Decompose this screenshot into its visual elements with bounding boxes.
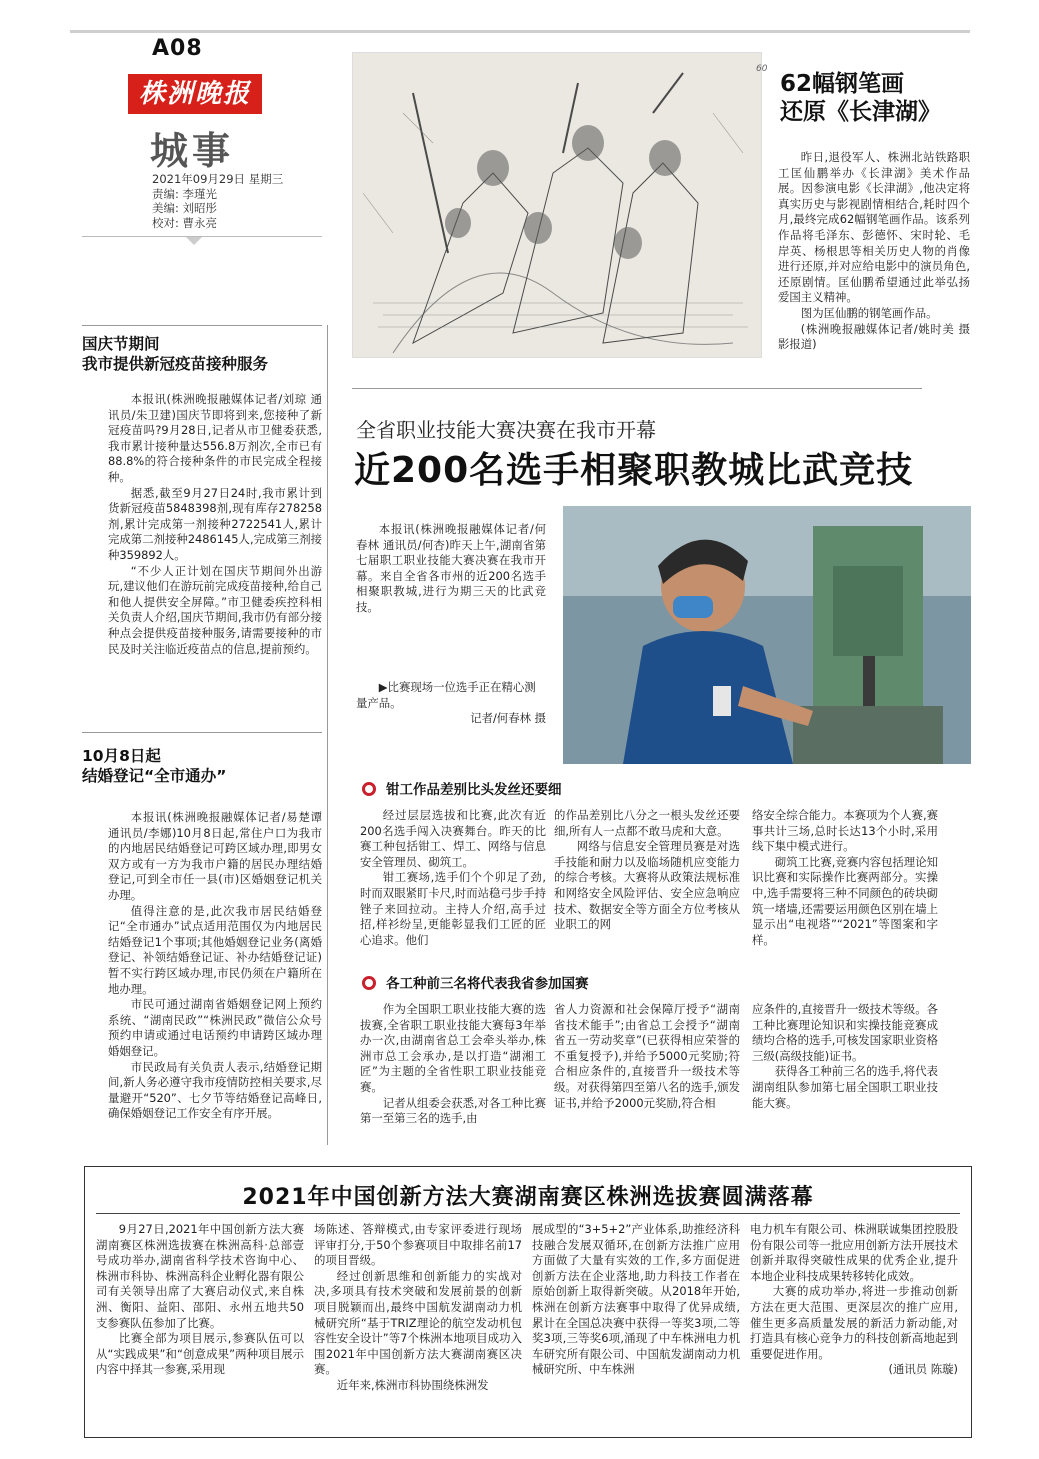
pen-drawing-image: [352, 52, 762, 358]
feature-paragraph: 昨日,退役军人、株洲北站铁路职工匡仙鹏举办《长津湖》美术作品展。因参演电影《长津湖》,他决定将真实历史与影视剧情相结合,耗时四个月,最终完成62幅钢笔画作品。该系列作品将毛泽东、彭德怀、宋时轮、毛岸英、杨根思等相关历史人物的肖像进行还原,并对应给电影中的演员角色,还原剧情。匡仙鹏希望通过此举弘扬爱国主义精神。: [778, 150, 970, 305]
innovation-col3: [532, 1222, 740, 1378]
editor-line: 责编: 李瑾光: [152, 186, 218, 201]
contest-kicker: 全省职业技能大赛决赛在我市开幕: [356, 418, 656, 442]
top-rule: [70, 30, 970, 33]
proofreader-line: 校对: 曹永亮: [152, 215, 218, 230]
innovation-paragraph: 比赛全部为项目展示,参赛队伍可以从“实践成果”和“创意成果”两种项目展示内容中择其一参赛,采用现: [96, 1331, 304, 1377]
masthead-caret: [186, 237, 202, 245]
innovation-paragraph: 近年来,株洲市科协围绕株洲发: [336, 1377, 489, 1392]
contest-paragraph: 获得各工种前三名的选手,将代表湖南组队参加第七届全国职工职业技能大赛。: [752, 1064, 938, 1110]
contest-paragraph: 络安全综合能力。本赛项为个人赛,赛事共计三场,总时长达13个小时,采用线下集中模式进行。: [752, 808, 938, 854]
contest-paragraph: 应条件的,直接晋升一级技术等级。各工种比赛理论知识和实操技能竞赛成绩均合格的选手,可核发国家职业资格三级(高级技能)证书。: [752, 1002, 938, 1063]
column-divider: [327, 325, 328, 1145]
vaccine-body: [108, 392, 322, 657]
section-title: 城事: [150, 128, 235, 173]
masthead-divider: [82, 236, 322, 237]
innovation-paragraph: 大赛的成功举办,将进一步推动创新方法在更大范围、更深层次的推广应用,催生更多高质量发展的新活力新动能,对打造具有核心竞争力的科技创新高地起到重要促进作用。: [750, 1284, 958, 1361]
contest-subhead-2-text: 各工种前三名将代表我省参加国赛: [386, 976, 589, 992]
contest-sub1-col3: [752, 808, 938, 948]
innovation-paragraph: 经过创新思维和创新能力的实战对决,多项具有技术突破和发展前景的创新项目脱颖而出,最终中国航发湖南动力机械研究所“基于TRIZ理论的航空发动机包容性安全设计”等7个株洲本地项目成功入围2021年中国创新方法大赛湖南赛区决赛。: [314, 1268, 522, 1377]
feature-caption: 图为匡仙鹏的钢笔画作品。: [800, 305, 938, 320]
feature-headline: [780, 70, 941, 126]
contest-paragraph: 作为全国职工职业技能大赛的选拔赛,全省职工职业技能大赛每3年举办一次,由湖南省总工会牵头举办,株洲市总工会承办,是以打造“湖湘工匠”为主题的全省性职工职业技能竞赛。: [360, 1002, 546, 1094]
innovation-headline: 2021年中国创新方法大赛湖南赛区株洲选拔赛圆满落幕: [242, 1185, 814, 1210]
contest-subhead-2: [362, 972, 589, 992]
contest-paragraph: 省人力资源和社会保障厅授予“湖南省技术能手”;由省总工会授予“湖南省五一劳动奖章”(已获得相应荣誉的不重复授予),并给予5000元奖励;符合相应条件的,直接晋升一级技术等级。对获得第四至第八名的选手,颁发证书,并给予2000元奖励,符合相: [554, 1002, 740, 1110]
bullet-ring-icon: [362, 976, 376, 990]
drawing-number: 60: [756, 64, 768, 74]
vaccine-paragraph: “不少人正计划在国庆节期间外出游玩,建议他们在游玩前完成疫苗接种,给自己和他人提供安全屏障。”市卫健委疾控科相关负责人介绍,国庆节期间,我市仍有部分接种点会提供疫苗接种服务,请需要接种的市民及时关注临近疫苗点的信息,提前预约。: [108, 563, 322, 656]
masthead-meta: [152, 172, 283, 230]
innovation-col2: [314, 1222, 522, 1394]
photo-caption: [356, 680, 546, 727]
innovation-col4: [750, 1222, 958, 1378]
contest-paragraph: 砌筑工比赛,竞赛内容包括理论知识比赛和实际操作比赛两部分。实操中,选手需要将三种不同颜色的砖块砌筑一堵墙,还需要运用颜色区别在墙上显示出“电视塔”“2021”等图案和字样。: [752, 854, 938, 947]
vaccine-headline-line1: 国庆节期间: [82, 335, 160, 353]
feature-headline-line1: 62幅钢笔画: [780, 71, 905, 97]
pen-drawing-illustration: [353, 53, 762, 358]
contest-photo: [563, 506, 971, 764]
divider: [82, 325, 322, 326]
innovation-paragraph: 展成型的“3+5+2”产业体系,助推经济科技融合发展双循环,在创新方法推广应用方面做了大量有实效的工作,多方面促进创新方法在企业落地,助力科技工作者在原始创新上取得新突破。从2018年开始,株洲在创新方法赛事中取得了优异成绩,累计在全国总决赛中获得一等奖3项,二等奖3项,三等奖6项,涌现了中车株洲电力机车研究所有限公司、中国航发湖南动力机械研究所、中车株洲: [532, 1222, 740, 1377]
innovation-paragraph: 电力机车有限公司、株洲联诚集团控股股份有限公司等一批应用创新方法开展技术创新并取得突破性成果的优秀企业,提升本地企业科技成果转移转化成效。: [750, 1222, 958, 1283]
marriage-body: [108, 810, 322, 1122]
divider: [352, 388, 922, 389]
contest-subhead-1: [362, 778, 562, 798]
photo-credit: 记者/何春林 摄: [470, 711, 546, 726]
page-number: A08: [152, 36, 203, 61]
contest-paragraph: 记者从组委会获悉,对各工种比赛第一至第三名的选手,由: [360, 1095, 546, 1126]
innovation-divider: [96, 1213, 960, 1214]
bullet-ring-icon: [362, 782, 376, 796]
innovation-paragraph: 场陈述、答辩模式,由专家评委进行现场评审打分,于50个参赛项目中取排名前17的项目晋级。: [314, 1222, 522, 1268]
designer-line: 美编: 刘昭彤: [152, 201, 218, 215]
innovation-credit: (通讯员 陈璇): [888, 1362, 958, 1377]
innovation-paragraph: 9月27日,2021年中国创新方法大赛湖南赛区株洲选拔赛在株洲高科·总部壹号成功举办,湖南省科学技术咨询中心、株洲市科协、株洲高科企业孵化器有限公司有关领导出席了大赛启动仪式,来自株洲、衡阳、益阳、邵阳、永州五地共50支参赛队伍参加了比赛。: [96, 1222, 304, 1330]
feature-credit: (株洲晚报融媒体记者/姚时美 摄影报道): [778, 321, 970, 352]
contest-paragraph: 钳工赛场,选手们个个卯足了劲,时而双眼紧盯卡尺,时而站稳弓步手持锉子来回拉动。主持人介绍,高手过招,样衫纷呈,更能彰显我们工匠的匠心追求。他们: [360, 870, 546, 947]
marriage-paragraph: 值得注意的是,此次我市居民结婚登记“全市通办”试点适用范围仅为内地居民结婚登记1个事项;其他婚姻登记业务(离婚登记、补领结婚登记证、补办结婚登记证)暂不实行跨区域办理,市民仍须在户籍所在地办理。: [108, 903, 322, 996]
contest-sub2-col3: [752, 1002, 938, 1111]
vaccine-headline-line2: 我市提供新冠疫苗接种服务: [82, 355, 269, 373]
contest-lead: [356, 522, 546, 616]
contest-paragraph: 网络与信息安全管理员赛是对选手技能和耐力以及临场随机应变能力的综合考核。大赛将从政策法规标准和网络安全风险评估、安全应急响应技术、数据安全等方面全方位考核从业职工的网: [554, 839, 740, 932]
paper-logo: 株洲晚报: [128, 74, 262, 114]
contest-sub1-col1: [360, 808, 546, 948]
contest-paragraph: 的作品差别比八分之一根头发丝还要细,所有人一点都不敢马虎和大意。: [554, 808, 740, 838]
contest-paragraph: 经过层层选拔和比赛,此次有近200名选手闯入决赛舞台。昨天的比赛工种包括钳工、焊工、网络与信息安全管理员、砌筑工。: [360, 808, 546, 869]
feature-headline-line2: 还原《长津湖》: [780, 99, 941, 125]
contest-lead-paragraph: 本报讯(株洲晚报融媒体记者/何春林 通讯员/何杏)昨天上午,湖南省第七届职工职业技能大赛决赛在我市开幕。来自全省各市州的近200名选手相聚职教城,进行为期三天的比武竞技。: [356, 522, 546, 614]
divider: [82, 732, 322, 733]
marriage-paragraph: 本报讯(株洲晚报融媒体记者/易楚谭 通讯员/李娜)10月8日起,常住户口为我市的内地居民结婚登记可跨区域办理,即男女双方或有一方为我市户籍的居民办理结婚登记,可到全市任一县(市)区婚姻登记机关办理。: [108, 810, 322, 902]
vaccine-paragraph: 本报讯(株洲晚报融媒体记者/刘琼 通讯员/朱卫建)国庆节即将到来,您接种了新冠疫苗吗?9月28日,记者从市卫健委获悉,我市累计接种量达556.8万剂次,全市已有88.8%的符合接种条件的市民完成全程接种。: [108, 392, 322, 484]
date-line: 2021年09月29日 星期三: [152, 172, 284, 186]
contest-photo-illustration: [563, 506, 971, 764]
contest-subhead-1-text: 钳工作品差别比头发丝还要细: [386, 782, 562, 798]
contest-sub2-col2: [554, 1002, 740, 1111]
vaccine-paragraph: 据悉,截至9月27日24时,我市累计到货新冠疫苗5848398剂,现有库存278258剂,累计完成第一剂接种2722541人,累计完成第二剂接种2486145人,完成第三剂接种359892人。: [108, 485, 322, 562]
marriage-paragraph: 市民政局有关负责人表示,结婚登记期间,新人务必遵守我市疫情防控相关要求,尽量避开“520”、七夕节等结婚登记高峰日,确保婚姻登记工作安全有序开展。: [108, 1059, 322, 1121]
marriage-paragraph: 市民可通过湖南省婚姻登记网上预约系统、“湖南民政”“株洲民政”微信公众号预约申请或通过电话预约申请跨区域办理婚姻登记。: [108, 997, 322, 1058]
marriage-headline-line2: 结婚登记“全市通办”: [82, 767, 227, 785]
marriage-headline: [82, 746, 226, 786]
photo-caption-text: ▶比赛现场一位选手正在精心测量产品。: [356, 680, 536, 710]
contest-sub2-col1: [360, 1002, 546, 1127]
contest-headline: 近200名选手相聚职教城比武竞技: [354, 450, 914, 491]
feature-body: [778, 150, 970, 353]
innovation-col1: [96, 1222, 304, 1378]
contest-sub1-col2: [554, 808, 740, 933]
marriage-headline-line1: 10月8日起: [82, 747, 161, 765]
vaccine-headline: [82, 334, 268, 374]
